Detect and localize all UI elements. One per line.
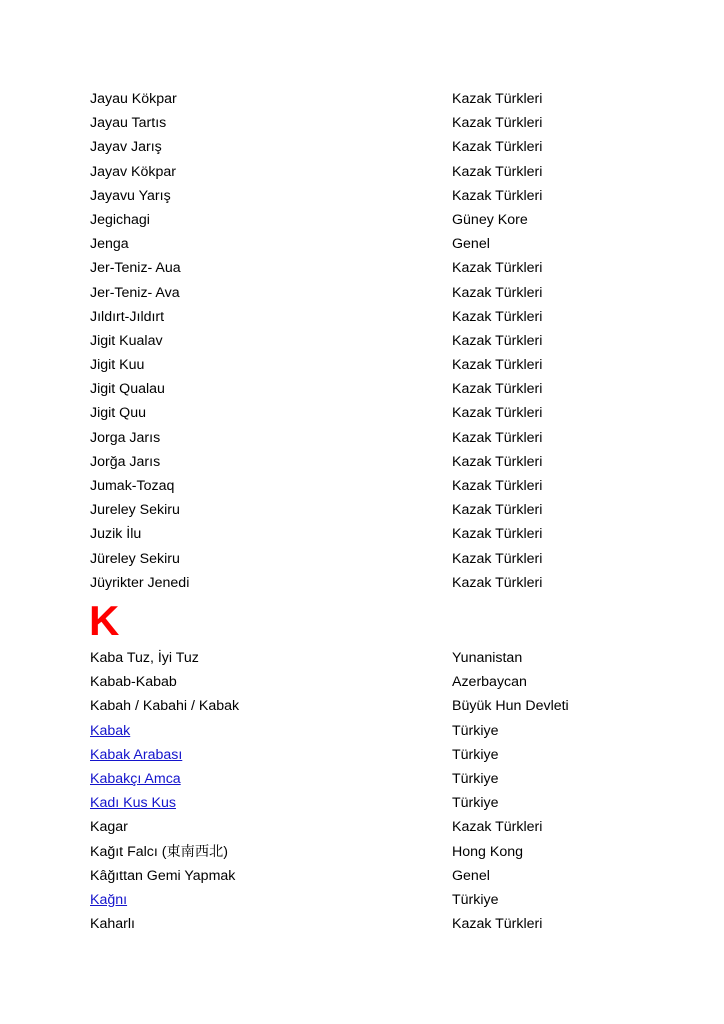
list-item (90, 329, 650, 353)
game-name: Jayav Kökpar (90, 163, 176, 180)
game-origin: Kazak Türkleri (452, 91, 543, 107)
game-origin: Kazak Türkleri (452, 284, 543, 301)
game-name: Jegichagi (90, 211, 150, 228)
game-name-link[interactable]: Kabak Arabası (90, 746, 183, 763)
game-name: Jorga Jarıs (90, 429, 161, 446)
game-origin: Kazak Türkleri (452, 453, 543, 470)
game-origin: Kazak Türkleri (452, 381, 543, 398)
list-item (90, 135, 650, 159)
game-name-link[interactable]: Kağnı (90, 891, 128, 908)
list-item (90, 670, 650, 694)
game-name: Jigit Quu (90, 405, 146, 422)
game-name: Juzik İlu (90, 526, 142, 543)
game-name: Jureley Sekiru (90, 502, 180, 519)
game-origin: Kazak Türkleri (452, 916, 543, 933)
list-item (90, 547, 650, 571)
list-item (90, 111, 650, 135)
list-item (90, 912, 650, 936)
list-item (90, 377, 650, 401)
game-origin: Kazak Türkleri (452, 139, 543, 156)
letter-heading-k: K (89, 597, 120, 644)
game-name: Jayavu Yarış (90, 187, 171, 204)
game-origin: Büyük Hun Devleti (452, 698, 569, 715)
game-origin: Kazak Türkleri (452, 187, 543, 204)
game-name: Jigit Qualau (90, 381, 165, 398)
game-origin: Genel (452, 867, 490, 884)
list-item (90, 719, 650, 743)
game-origin: Türkiye (452, 795, 499, 812)
list-item (90, 184, 650, 208)
game-name: Kaharlı (90, 916, 135, 933)
list-item (90, 401, 650, 425)
list-item (90, 474, 650, 498)
games-list-j (90, 87, 650, 595)
game-origin: Türkiye (452, 770, 499, 787)
list-item (90, 815, 650, 839)
game-name: Kabah / Kabahi / Kabak (90, 698, 240, 715)
list-item (90, 791, 650, 815)
game-origin: Kazak Türkleri (452, 163, 543, 180)
list-item (90, 767, 650, 791)
game-origin: Kazak Türkleri (452, 308, 543, 325)
game-name: Kaba Tuz, İyi Tuz (90, 650, 199, 666)
game-name: Jıldırt-Jıldırt (90, 308, 165, 325)
game-origin: Kazak Türkleri (452, 550, 543, 567)
game-origin: Kazak Türkleri (452, 478, 543, 494)
list-item (90, 160, 650, 184)
game-name-link[interactable]: Kabak (90, 722, 131, 739)
game-origin: Türkiye (452, 746, 499, 763)
list-item (90, 256, 650, 280)
game-name: Jayau Kökpar (90, 91, 177, 107)
list-item (90, 87, 650, 111)
game-name: Jüreley Sekiru (90, 550, 180, 567)
list-item (90, 864, 650, 888)
game-name: Jumak-Tozaq (90, 478, 175, 494)
game-name: Jorğa Jarıs (90, 453, 161, 470)
game-name-link[interactable]: Kabakçı Amca (90, 770, 181, 787)
list-item (90, 888, 650, 912)
list-item (90, 694, 650, 718)
game-name: Jayau Tartıs (90, 115, 167, 132)
game-origin: Kazak Türkleri (452, 429, 543, 446)
game-origin: Türkiye (452, 722, 499, 739)
list-item (90, 353, 650, 377)
list-item (90, 498, 650, 522)
list-item (90, 450, 650, 474)
game-name: Kâğıttan Gemi Yapmak (90, 867, 236, 884)
game-name: Jayav Jarış (90, 139, 162, 156)
game-origin: Kazak Türkleri (452, 405, 543, 422)
list-item (90, 571, 650, 595)
game-origin: Kazak Türkleri (452, 260, 543, 277)
game-name-link[interactable]: Kadı Kus Kus (90, 795, 176, 812)
list-item (90, 426, 650, 450)
list-item (90, 522, 650, 546)
game-origin: Kazak Türkleri (452, 332, 543, 349)
game-name: Kagar (90, 819, 128, 836)
game-origin: Yunanistan (452, 650, 523, 666)
game-name: Jer-Teniz- Ava (90, 284, 180, 301)
list-item (90, 281, 650, 305)
game-origin: Türkiye (452, 891, 499, 908)
list-item (90, 305, 650, 329)
game-origin: Hong Kong (452, 843, 523, 860)
game-name: Jer-Teniz- Aua (90, 260, 181, 277)
game-origin: Kazak Türkleri (452, 526, 543, 543)
game-name: Kabab-Kabab (90, 674, 177, 691)
game-name: Jenga (90, 236, 129, 253)
games-list-k (90, 646, 650, 936)
game-name: Jigit Kualav (90, 332, 163, 349)
game-name: Jigit Kuu (90, 357, 145, 374)
game-origin: Kazak Türkleri (452, 502, 543, 519)
game-origin: Kazak Türkleri (452, 819, 543, 836)
game-origin: Kazak Türkleri (452, 574, 543, 591)
list-item (90, 743, 650, 767)
list-item (90, 232, 650, 256)
game-origin: Güney Kore (452, 211, 528, 228)
list-item (90, 840, 650, 864)
game-origin: Azerbaycan (452, 674, 527, 691)
game-name: Jüyrikter Jenedi (90, 574, 190, 591)
game-name: Kağıt Falcı (東南西北) (90, 843, 228, 860)
game-origin: Kazak Türkleri (452, 357, 543, 374)
list-item (90, 208, 650, 232)
list-item (90, 646, 650, 670)
game-origin: Genel (452, 236, 490, 253)
game-origin: Kazak Türkleri (452, 115, 543, 132)
